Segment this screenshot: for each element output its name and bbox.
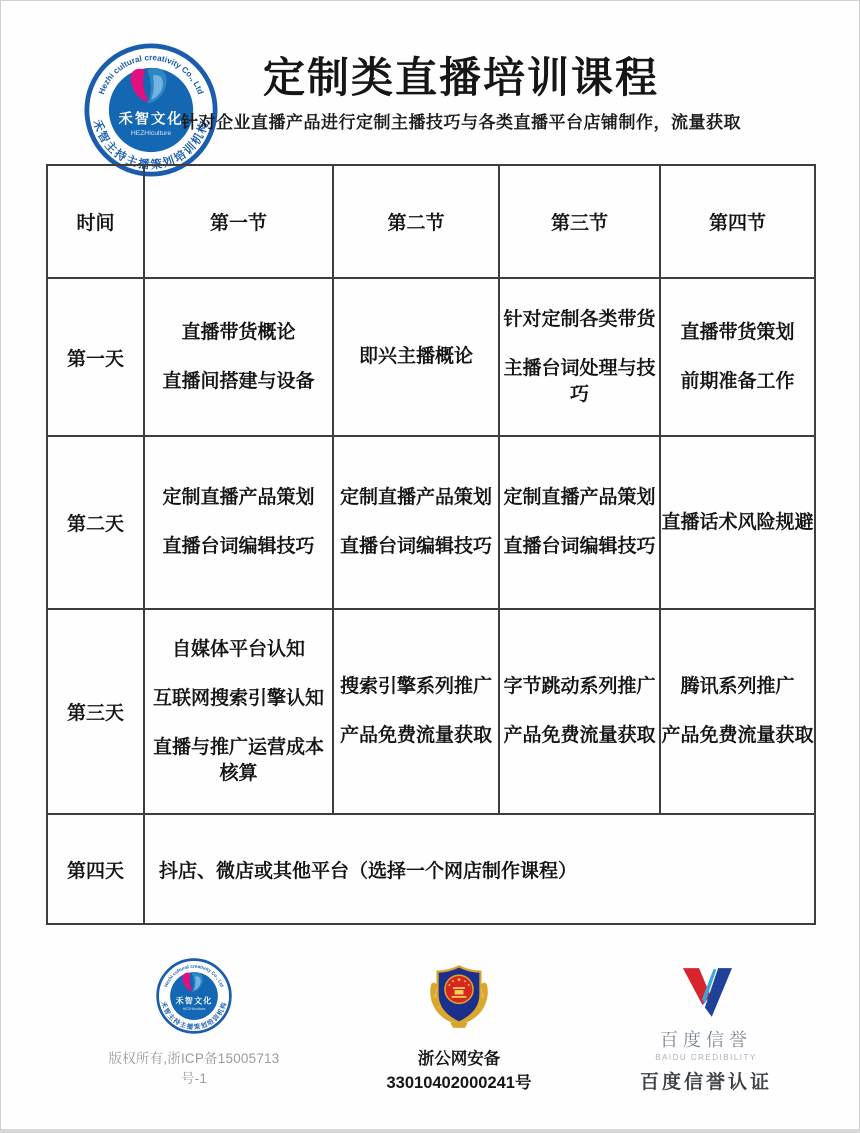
- cell-line: 产品免费流量获取: [503, 725, 656, 746]
- schedule-cell: [660, 436, 815, 609]
- schedule-row-day-3: [47, 609, 815, 814]
- column-header-0: 时间: [47, 165, 144, 278]
- column-header-2: 第二节: [333, 165, 499, 278]
- cell-line: 直播话术风险规避: [661, 511, 814, 533]
- schedule-cell: [333, 278, 499, 436]
- cell-line: 直播台词编辑技巧: [339, 536, 492, 557]
- cell-line: 直播间搭建与设备: [162, 370, 315, 392]
- schedule-cell: [144, 436, 333, 609]
- cell-line: 直播与推广运营成本核算: [152, 736, 324, 784]
- cell-line: 即兴主播概论: [358, 346, 473, 367]
- hezhi-logo-small-icon: [156, 958, 232, 1034]
- cell-line: 针对定制各类带货: [503, 308, 656, 330]
- schedule-cell: [333, 436, 499, 609]
- baidu-credibility-icon: [676, 967, 736, 1019]
- day-label: 第二天: [47, 436, 144, 609]
- header: [101, 55, 821, 133]
- schedule-cell: [499, 609, 660, 814]
- footer-baidu-block: [626, 967, 786, 1094]
- schedule-cell: [660, 609, 815, 814]
- column-header-3: 第三节: [499, 165, 660, 278]
- cell-line: 直播台词编辑技巧: [503, 536, 656, 557]
- footer-police-block: [359, 959, 559, 1093]
- cell-line: 前期准备工作: [680, 370, 795, 392]
- cell-line: 直播带货概论: [181, 321, 296, 343]
- cell-line: 直播台词编辑技巧: [162, 536, 315, 557]
- schedule-table: [46, 164, 816, 925]
- baidu-credibility-en: BAIDU CREDIBILITY: [655, 1053, 757, 1062]
- schedule-cell: [333, 609, 499, 814]
- cell-line: 自媒体平台认知: [171, 638, 305, 660]
- footer-copyright-block: [104, 958, 284, 1087]
- schedule-cell: [499, 436, 660, 609]
- schedule-cell-merged: 抖店、微店或其他平台（选择一个网店制作课程）: [144, 814, 815, 924]
- column-header-1: 第一节: [144, 165, 333, 278]
- cell-line: 互联网搜索引擎认知: [152, 687, 324, 709]
- schedule-row-day-2: [47, 436, 815, 609]
- baidu-cert-text: 百度信誉认证: [639, 1072, 772, 1093]
- schedule-row-day-4: [47, 814, 815, 924]
- cell-line: 字节跳动系列推广: [503, 676, 656, 697]
- police-registration-text: 浙公网安备 33010402000241号: [386, 1050, 532, 1092]
- cell-line: 定制直播产品策划: [503, 487, 656, 508]
- copyright-text: 版权所有,浙ICP备15005713号-1: [108, 1051, 280, 1086]
- baidu-credibility-cn: 百度信誉: [660, 1030, 752, 1050]
- cell-line: 主播台词处理与技巧: [503, 357, 656, 405]
- police-badge-icon: [422, 959, 496, 1033]
- cell-line: 搜索引擎系列推广: [339, 676, 492, 697]
- schedule-cell: [144, 278, 333, 436]
- page-subtitle: 针对企业直播产品进行定制主播技巧与各类直播平台店铺制作，流量获取: [181, 113, 741, 133]
- day-label: 第一天: [47, 278, 144, 436]
- cell-line: 产品免费流量获取: [661, 725, 814, 746]
- day-label: 第三天: [47, 609, 144, 814]
- page-title: 定制类直播培训课程: [262, 54, 659, 101]
- cell-line: 产品免费流量获取: [339, 725, 492, 746]
- cell-line: 定制直播产品策划: [162, 487, 315, 508]
- schedule-header-row: [47, 165, 815, 278]
- cell-line: 直播带货策划: [680, 321, 795, 343]
- cell-line: 定制直播产品策划: [339, 487, 492, 508]
- schedule-cell: [499, 278, 660, 436]
- day-label: 第四天: [47, 814, 144, 924]
- cell-line: 腾讯系列推广: [680, 676, 795, 697]
- column-header-4: 第四节: [660, 165, 815, 278]
- schedule-cell: [660, 278, 815, 436]
- schedule-cell: [144, 609, 333, 814]
- schedule-row-day-1: [47, 278, 815, 436]
